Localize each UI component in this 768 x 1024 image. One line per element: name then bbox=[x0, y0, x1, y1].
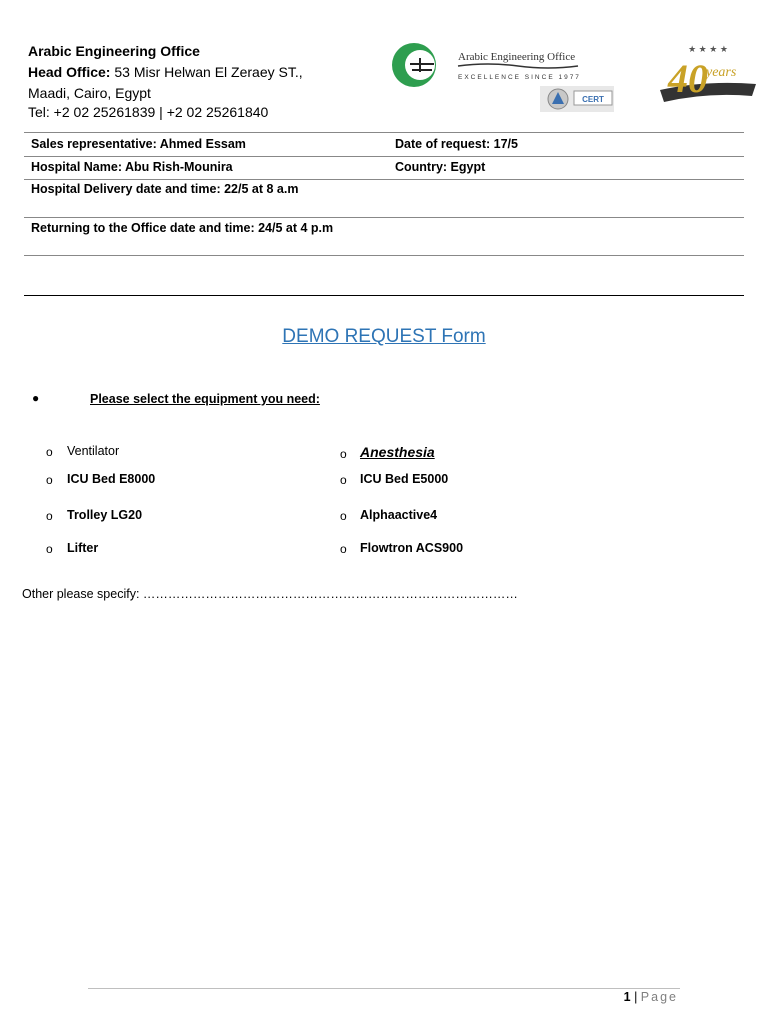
page-footer bbox=[624, 990, 678, 1004]
option-alphaactive4[interactable]: Alphaactive4 bbox=[360, 508, 438, 522]
option-marker[interactable]: o bbox=[46, 542, 53, 556]
cert-badge: CERT bbox=[582, 95, 604, 104]
option-trolley-lg20[interactable]: Trolley LG20 bbox=[67, 508, 143, 522]
anniversary-years-icon: years bbox=[706, 65, 737, 80]
option-marker[interactable]: o bbox=[46, 473, 53, 487]
phone-line: Tel: +2 02 25261839 | +2 02 25261840 bbox=[28, 104, 269, 120]
date-of-request: Date of request: 17/5 bbox=[395, 137, 518, 151]
logo-text: Arabic Engineering Office bbox=[458, 51, 576, 63]
head-office-label: Head Office: bbox=[28, 64, 111, 80]
head-office-address bbox=[28, 64, 303, 80]
anniversary-badge bbox=[650, 40, 762, 116]
form-title: DEMO REQUEST Form bbox=[282, 326, 486, 347]
option-marker[interactable]: o bbox=[46, 445, 53, 459]
row-divider bbox=[24, 217, 744, 218]
row-divider bbox=[24, 255, 744, 256]
option-marker[interactable]: o bbox=[340, 447, 347, 461]
country: Country: Egypt bbox=[395, 160, 486, 174]
hospital-name: Hospital Name: Abu Rish-Mounira bbox=[31, 160, 233, 174]
anniversary-40-icon: 40 bbox=[668, 56, 708, 101]
other-specify-field[interactable]: Other please specify: ……………………………………………………………………………… bbox=[22, 587, 518, 601]
instruction-text: Please select the equipment you need: bbox=[90, 392, 320, 406]
page-number: 1 bbox=[623, 990, 631, 1004]
company-name: Arabic Engineering Office bbox=[28, 43, 200, 59]
row-divider bbox=[24, 156, 744, 157]
returning-date: Returning to the Office date and time: 24/5 at 4 p.m bbox=[31, 221, 334, 235]
option-marker[interactable]: o bbox=[46, 509, 53, 523]
bullet-icon: ● bbox=[32, 391, 40, 405]
stars-icon: ★ ★ ★ ★ bbox=[688, 44, 728, 54]
option-marker[interactable]: o bbox=[340, 509, 347, 523]
head-office-street: 53 Misr Helwan El Zeraey ST., bbox=[110, 64, 303, 80]
option-ventilator[interactable]: Ventilator bbox=[67, 444, 120, 458]
footer-divider bbox=[88, 988, 680, 989]
option-icu-bed-e8000[interactable]: ICU Bed E8000 bbox=[67, 472, 156, 486]
company-logo bbox=[390, 40, 620, 118]
sales-representative: Sales representative: Ahmed Essam bbox=[31, 137, 246, 151]
option-icu-bed-e5000[interactable]: ICU Bed E5000 bbox=[360, 472, 449, 486]
option-lifter[interactable]: Lifter bbox=[67, 541, 99, 555]
row-divider bbox=[24, 179, 744, 180]
option-marker[interactable]: o bbox=[340, 473, 347, 487]
page-separator: | bbox=[630, 990, 641, 1004]
option-flowtron-acs900[interactable]: Flowtron ACS900 bbox=[360, 541, 464, 555]
page-label: Page bbox=[640, 990, 678, 1004]
address-city: Maadi, Cairo, Egypt bbox=[28, 85, 151, 101]
delivery-date: Hospital Delivery date and time: 22/5 at 8 a.m bbox=[31, 182, 299, 196]
section-divider bbox=[24, 295, 744, 296]
logo-tagline: EXCELLENCE SINCE 1977 bbox=[458, 74, 581, 81]
option-marker[interactable]: o bbox=[340, 542, 347, 556]
option-anesthesia[interactable]: Anesthesia bbox=[360, 444, 435, 460]
table-top-border bbox=[24, 132, 744, 133]
